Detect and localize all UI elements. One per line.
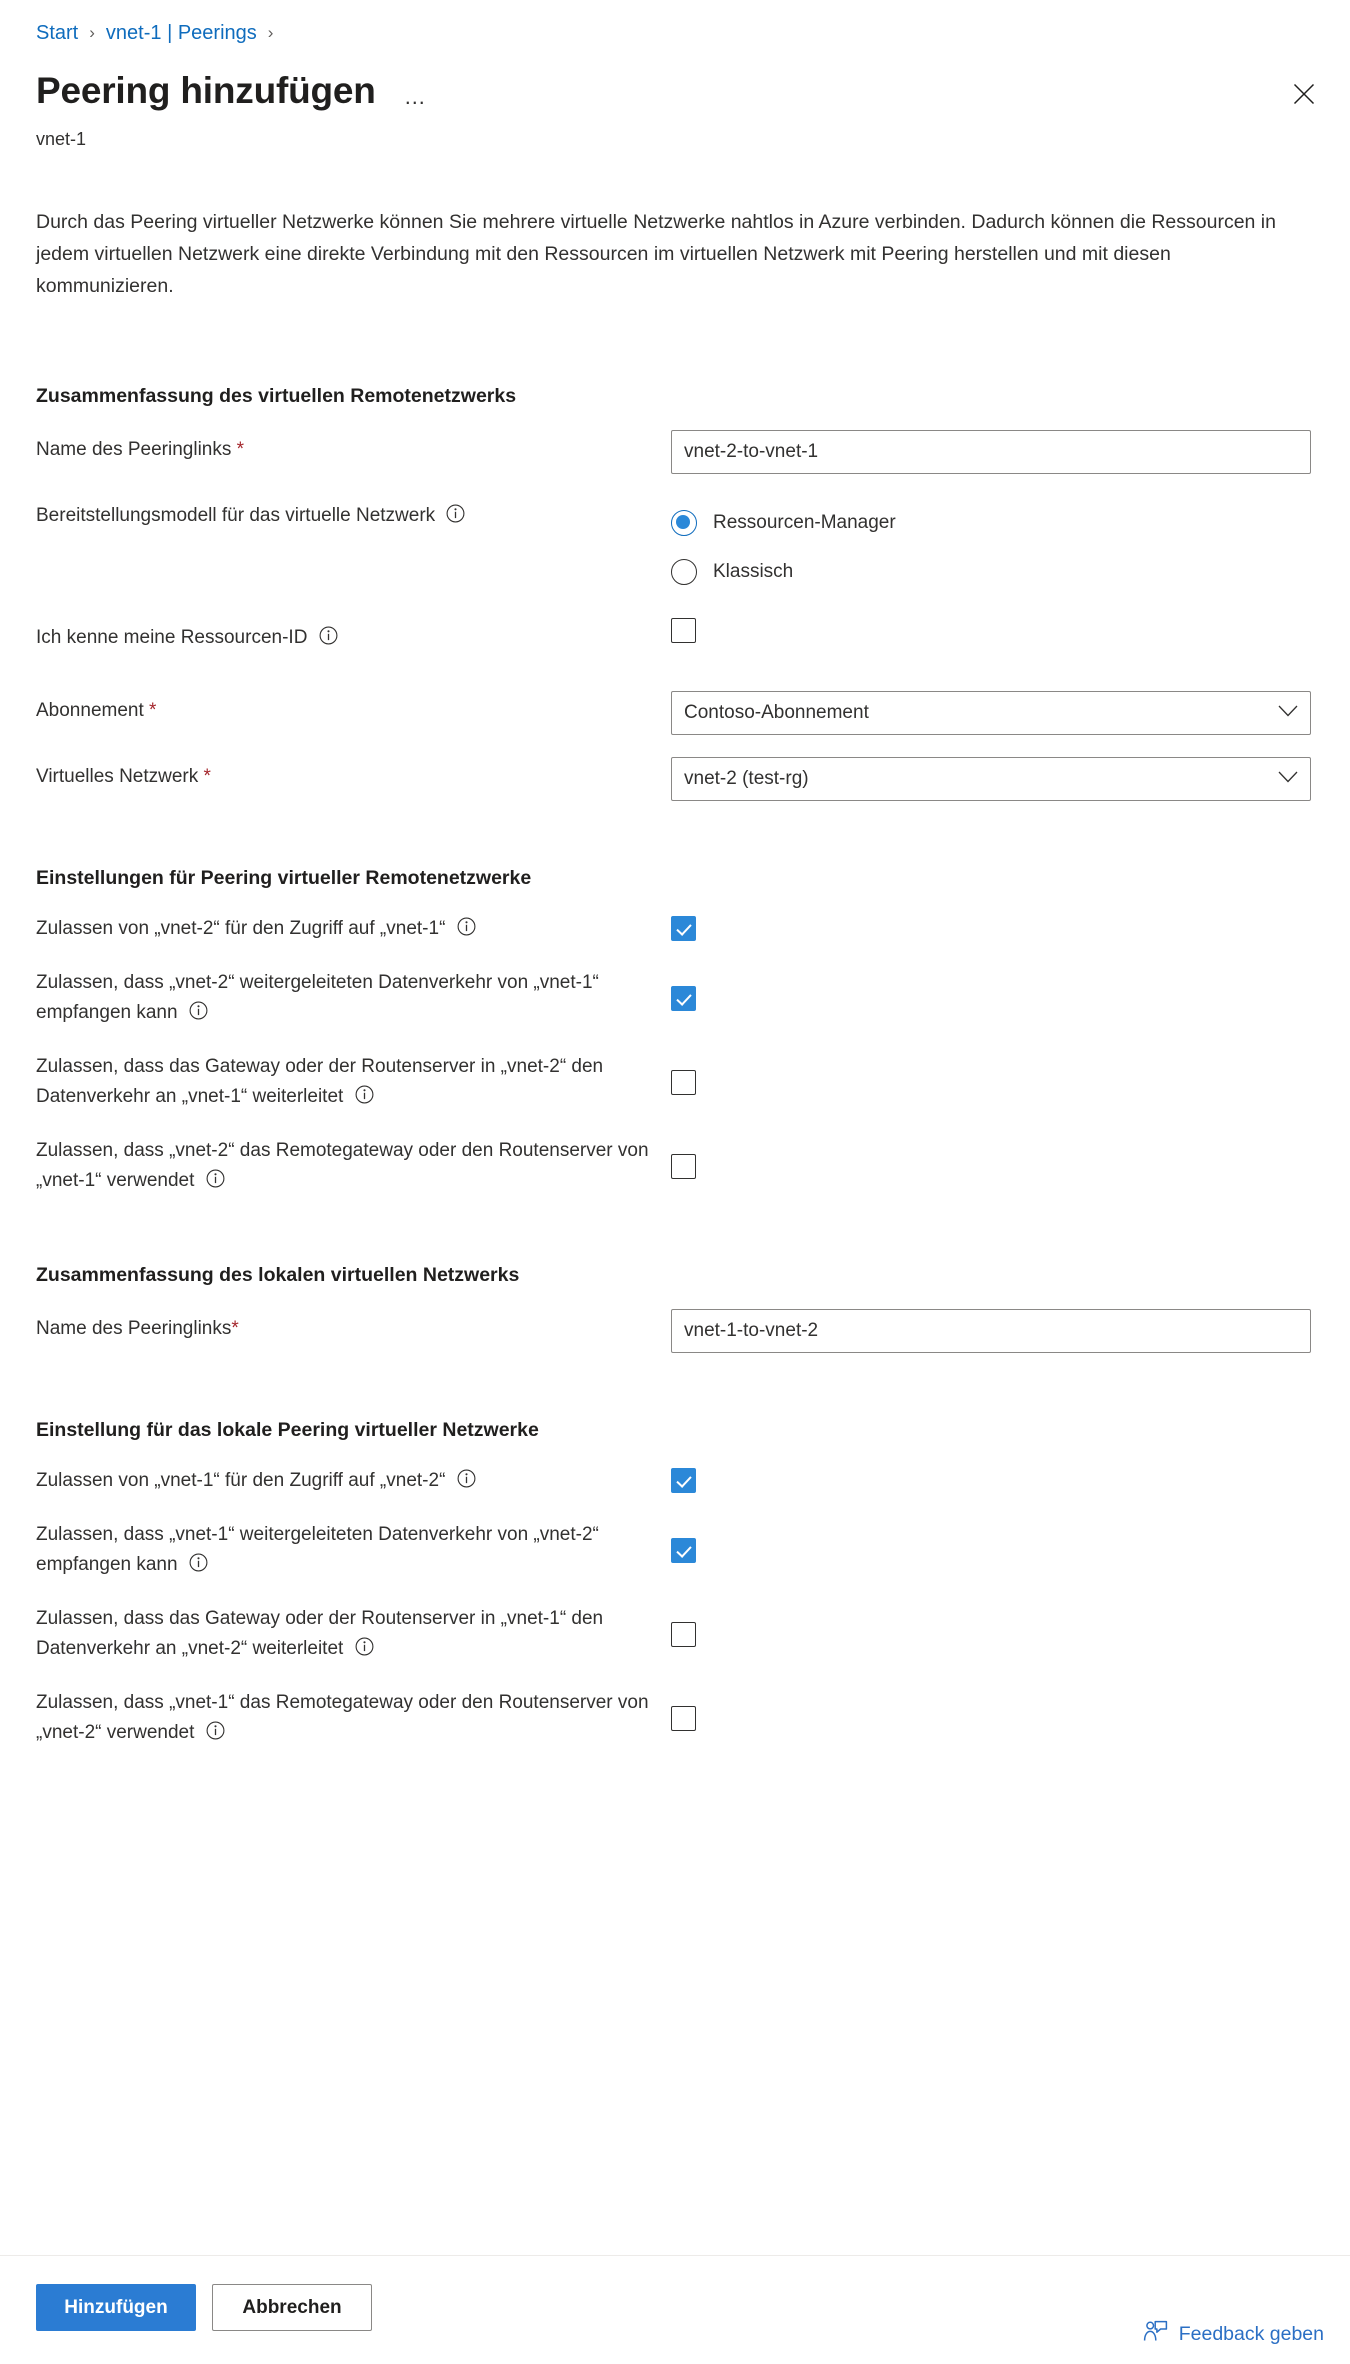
know-resource-id-checkbox[interactable]	[671, 618, 696, 643]
option-local-allow-access	[0, 1464, 1350, 1496]
field-label	[36, 618, 671, 653]
local-peering-link-name-input[interactable]	[671, 1309, 1311, 1353]
field-label-text: Bereitstellungsmodell für das virtuelle Netzwerk	[36, 505, 436, 526]
info-icon[interactable]	[457, 917, 476, 936]
info-icon[interactable]	[189, 1553, 208, 1572]
option-remote-allow-access	[0, 912, 1350, 944]
option-local-allow-forwarded-traffic	[0, 1520, 1350, 1580]
info-icon[interactable]	[189, 1001, 208, 1020]
required-marker: *	[203, 766, 211, 787]
field-label	[36, 1604, 671, 1664]
field-label	[36, 1309, 671, 1344]
field-label	[36, 1052, 671, 1112]
field-label-text: Zulassen, dass „vnet-1“ weitergeleiteten Datenverkehr von „vnet-2“ empfangen kann	[36, 1524, 599, 1575]
subscription-select[interactable]	[671, 691, 1311, 735]
give-feedback-label: Feedback geben	[1178, 2322, 1324, 2345]
field-label	[36, 912, 671, 944]
remote-allow-forwarded-traffic-checkbox[interactable]	[671, 986, 696, 1011]
more-options-button[interactable]: …	[403, 84, 428, 109]
virtual-network-selected-value: vnet-2 (test-rg)	[684, 768, 809, 789]
field-label	[36, 1688, 671, 1748]
info-icon[interactable]	[446, 504, 465, 523]
subscription-selected-value: Contoso-Abonnement	[684, 702, 869, 723]
breadcrumb-separator-icon: ›	[89, 23, 95, 42]
field-deployment-model	[0, 496, 1350, 596]
intro-description: Durch das Peering virtueller Netzwerke können Sie mehrere virtuelle Netzwerke nahtlos in Azure verbinden. Dadurch können die Ressourcen in jedem virtuellen Netzwerk eine direkte Verbindung mit den Ressourcen im virtuellen Netzwerk mit Peering herstellen und mit diesen kommunizieren.	[36, 211, 1276, 297]
field-label-text: Virtuelles Netzwerk	[36, 766, 199, 787]
radio-resource-manager[interactable]	[671, 498, 1350, 547]
field-label-text: Ich kenne meine Ressourcen-ID	[36, 627, 308, 648]
radio-mark-icon	[671, 510, 697, 536]
field-label-text: Zulassen, dass „vnet-2“ weitergeleiteten Datenverkehr von „vnet-1“ empfangen kann	[36, 972, 599, 1023]
breadcrumb-item-start[interactable]: Start	[36, 22, 79, 44]
give-feedback-link[interactable]	[1143, 2320, 1324, 2348]
info-icon[interactable]	[355, 1637, 374, 1656]
local-use-remote-gateway-checkbox[interactable]	[671, 1706, 696, 1731]
radio-mark-icon	[671, 559, 697, 585]
virtual-network-select[interactable]	[671, 757, 1311, 801]
field-label-text: Zulassen, dass das Gateway oder der Routenserver in „vnet-2“ den Datenverkehr an „vnet-1“ weiterleitet	[36, 1056, 604, 1107]
option-local-allow-gateway-transit	[0, 1604, 1350, 1664]
section-heading-remote-settings: Einstellungen für Peering virtueller Remotenetzwerke	[36, 867, 532, 889]
field-label	[36, 430, 671, 465]
info-icon[interactable]	[457, 1469, 476, 1488]
person-feedback-icon	[1143, 2320, 1168, 2348]
remote-use-remote-gateway-checkbox[interactable]	[671, 1154, 696, 1179]
breadcrumb	[36, 20, 284, 46]
field-label	[36, 1136, 671, 1196]
field-label	[36, 757, 671, 792]
peering-form	[0, 385, 1350, 1754]
page-header	[36, 68, 434, 114]
field-label	[36, 496, 671, 531]
cancel-button[interactable]: Abbrechen	[212, 2284, 372, 2331]
field-subscription	[0, 691, 1350, 735]
field-know-resource-id	[0, 618, 1350, 653]
info-icon[interactable]	[319, 626, 338, 645]
section-heading-remote-summary: Zusammenfassung des virtuellen Remotenetzwerks	[36, 385, 517, 407]
breadcrumb-separator-icon: ›	[267, 23, 274, 42]
required-marker: *	[149, 700, 157, 721]
field-label-text: Name des Peeringlinks	[36, 1318, 232, 1339]
footer-action-bar	[0, 2255, 1350, 2364]
required-marker: *	[236, 439, 245, 460]
field-label	[36, 1520, 671, 1580]
page-subtitle: vnet-1	[36, 129, 87, 149]
option-remote-use-remote-gateway	[0, 1136, 1350, 1196]
option-remote-allow-forwarded-traffic	[0, 968, 1350, 1028]
remote-allow-access-checkbox[interactable]	[671, 916, 696, 941]
remote-peering-link-name-input[interactable]	[671, 430, 1311, 474]
local-allow-access-checkbox[interactable]	[671, 1468, 696, 1493]
field-virtual-network	[0, 757, 1350, 801]
field-label	[36, 968, 671, 1028]
close-button[interactable]	[1286, 78, 1322, 114]
local-allow-gateway-transit-checkbox[interactable]	[671, 1622, 696, 1647]
radio-label: Klassisch	[713, 560, 794, 582]
info-icon[interactable]	[355, 1085, 374, 1104]
field-remote-peering-link-name	[0, 430, 1350, 474]
field-label-text: Name des Peeringlinks	[36, 439, 232, 460]
section-heading-local-summary: Zusammenfassung des lokalen virtuellen Netzwerks	[36, 1264, 520, 1286]
field-label-text: Zulassen, dass „vnet-1“ das Remotegateway oder den Routenserver von „vnet-2“ verwendet	[36, 1692, 649, 1743]
remote-allow-gateway-transit-checkbox[interactable]	[671, 1070, 696, 1095]
field-local-peering-link-name	[0, 1309, 1350, 1353]
field-label-text: Abonnement	[36, 700, 144, 721]
field-label-text: Zulassen von „vnet-2“ für den Zugriff auf „vnet-1“	[36, 918, 446, 939]
section-heading-local-settings: Einstellung für das lokale Peering virtueller Netzwerke	[36, 1419, 539, 1441]
field-label-text: Zulassen, dass „vnet-2“ das Remotegateway oder den Routenserver von „vnet-1“ verwendet	[36, 1140, 649, 1191]
field-label	[36, 691, 671, 726]
info-icon[interactable]	[206, 1721, 225, 1740]
local-allow-forwarded-traffic-checkbox[interactable]	[671, 1538, 696, 1563]
add-button[interactable]: Hinzufügen	[36, 2284, 196, 2331]
field-label-text: Zulassen von „vnet-1“ für den Zugriff auf „vnet-2“	[36, 1470, 446, 1491]
field-label-text: Zulassen, dass das Gateway oder der Routenserver in „vnet-1“ den Datenverkehr an „vnet-2“ weiterleitet	[36, 1608, 604, 1659]
radio-classic[interactable]	[671, 547, 1350, 596]
required-marker: *	[231, 1318, 239, 1339]
breadcrumb-item-vnet-peerings[interactable]: vnet-1 | Peerings	[105, 22, 257, 44]
deployment-model-radio-group	[671, 496, 1350, 596]
option-remote-allow-gateway-transit	[0, 1052, 1350, 1112]
info-icon[interactable]	[206, 1169, 225, 1188]
radio-label: Ressourcen-Manager	[713, 511, 896, 533]
page-title: Peering hinzufügen	[36, 70, 376, 111]
option-local-use-remote-gateway	[0, 1688, 1350, 1748]
field-label	[36, 1464, 671, 1496]
close-icon	[1293, 83, 1315, 110]
